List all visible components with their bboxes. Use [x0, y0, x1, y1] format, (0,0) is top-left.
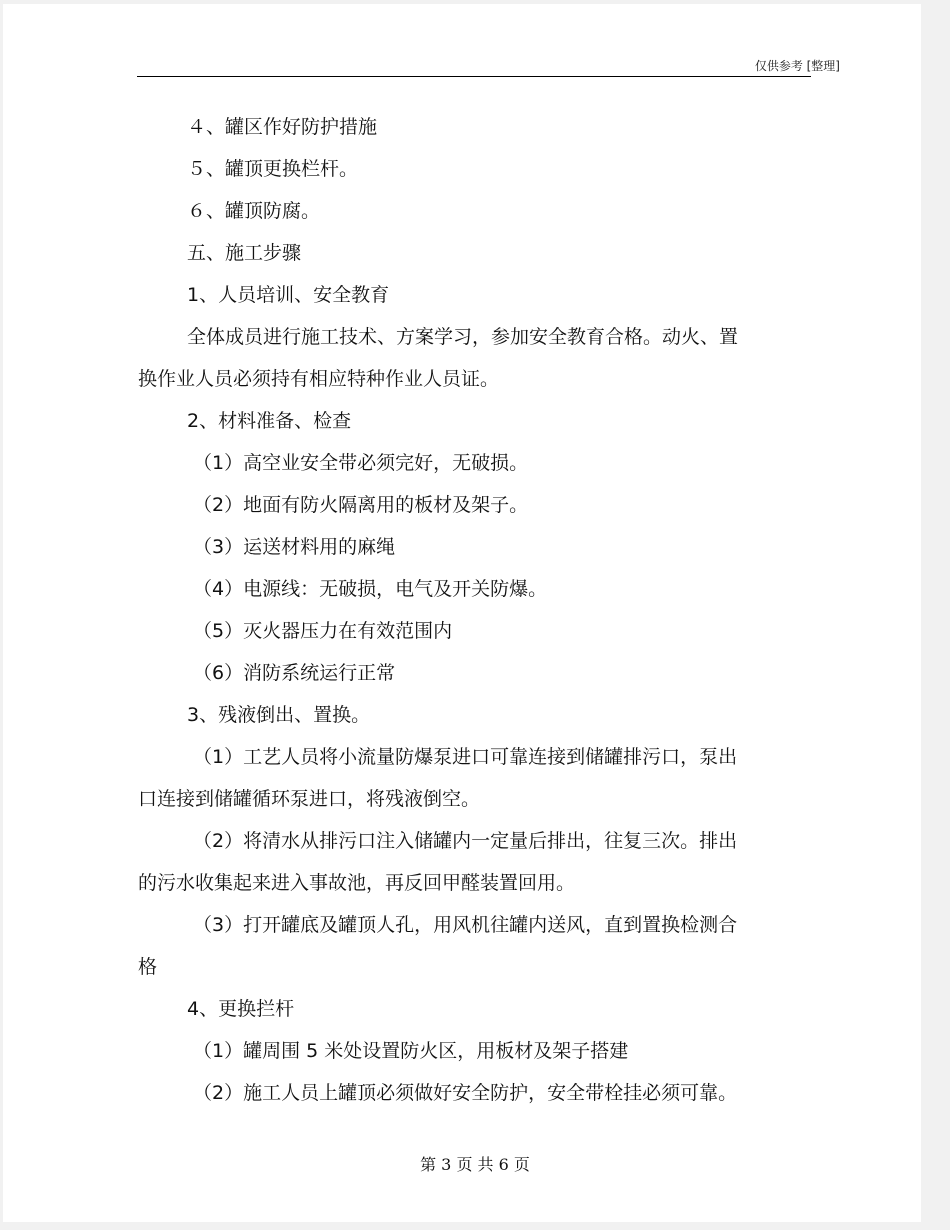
- paragraph-line: 格: [138, 956, 158, 978]
- section-heading: 五、施工步骤: [187, 242, 302, 264]
- list-item: （5）灭火器压力在有效范围内: [193, 620, 453, 642]
- document-body: [138, 106, 778, 1114]
- text-line: ６、罐顶防腐。: [187, 200, 321, 222]
- text-line: ４、罐区作好防护措施: [187, 116, 378, 138]
- subsection-heading: 2、材料准备、检查: [187, 410, 352, 432]
- paragraph-line: 口连接到储罐循环泵进口，将残液倒空。: [138, 788, 481, 810]
- list-item: （1）罐周围 5 米处设置防火区，用板材及架子搭建: [193, 1040, 629, 1062]
- list-item: （3）运送材料用的麻绳: [193, 536, 396, 558]
- subsection-heading: 4、更换拦杆: [187, 998, 295, 1020]
- list-item: （2）地面有防火隔离用的板材及架子。: [193, 494, 529, 516]
- paragraph-line: 全体成员进行施工技术、方案学习，参加安全教育合格。动火、置: [187, 326, 739, 348]
- text-line: ５、罐顶更换栏杆。: [187, 158, 359, 180]
- subsection-heading: 1、人员培训、安全教育: [187, 284, 390, 306]
- list-item: （1）工艺人员将小流量防爆泵进口可靠连接到储罐排污口，泵出: [193, 746, 738, 768]
- list-item: （2）施工人员上罐顶必须做好安全防护，安全带栓挂必须可靠。: [193, 1082, 738, 1104]
- paragraph-line: 的污水收集起来进入事故池，再反回甲醛装置回用。: [138, 872, 576, 894]
- page-footer: 第 3 页 共 6 页: [420, 1155, 530, 1174]
- header-divider: [137, 76, 811, 77]
- list-item: （6）消防系统运行正常: [193, 662, 396, 684]
- list-item: （2）将清水从排污口注入储罐内一定量后排出，往复三次。排出: [193, 830, 738, 852]
- paragraph-line: 换作业人员必须持有相应特种作业人员证。: [138, 368, 500, 390]
- list-item: （1）高空业安全带必须完好，无破损。: [193, 452, 529, 474]
- list-item: （4）电源线：无破损，电气及开关防爆。: [193, 578, 548, 600]
- list-item: （3）打开罐底及罐顶人孔，用风机往罐内送风，直到置换检测合: [193, 914, 738, 936]
- subsection-heading: 3、残液倒出、置换。: [187, 704, 371, 726]
- page-header: 仅供参考 [整理]: [754, 59, 840, 73]
